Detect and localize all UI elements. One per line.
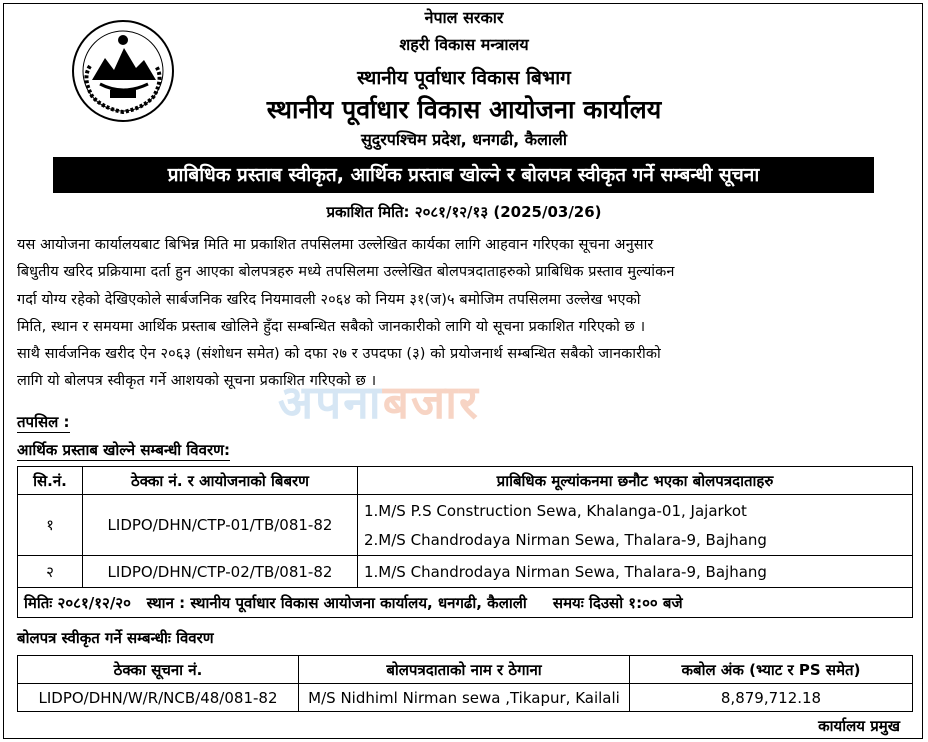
row-notice-no: LIDPO/DHN/W/R/NCB/48/081-82 — [18, 684, 299, 712]
watermark: अपनाबजार — [278, 375, 480, 429]
header-line-department: स्थानीय पूर्वाधार विकास बिभाग — [357, 67, 571, 89]
header-line-ministry: शहरी विकास मन्त्रालय — [399, 35, 529, 54]
header-line-address: सुदुरपश्चिम प्रदेश, धनगढी, कैलाली — [360, 130, 568, 149]
financial-proposal-table — [17, 466, 913, 618]
body-line: साथै सार्वजनिक खरीद ऐन २०६३ (संशोधन समेत) को दफा २७ र उपदफा (३) को प्रयोजनार्थ सम्बन्धित सबैको जानकारीको — [17, 346, 661, 363]
col-header-bidders: प्राबिधिक मूल्यांकनमा छनौट भएका बोलपत्रदाताहरु — [358, 467, 913, 495]
row-bidder: M/S Nidhiml Nirman sewa ,Tikapur, Kailali — [299, 684, 630, 712]
bidder-line: 1.M/S P.S Construction Sewa, Khalanga-01, Jajarkot — [364, 502, 747, 520]
notice-body — [17, 232, 912, 396]
table-row — [18, 495, 913, 556]
table-row — [18, 684, 913, 712]
row-amount: 8,879,712.18 — [630, 684, 913, 712]
bidder-line: 1.M/S Chandrodaya Nirman Sewa, Thalara-9, Bajhang — [364, 562, 767, 581]
body-line: मिति, स्थान र समयमा आर्थिक प्रस्ताब खोलिने हुँदा सम्बन्धित सबैको जानकारीको लागि यो सूचना प्रकाशित गरिएको छ । — [17, 318, 646, 335]
header-line-office: स्थानीय पूर्वाधार विकास आयोजना कार्यालय — [266, 95, 662, 124]
col-header-sn: सि.नं. — [18, 467, 83, 495]
body-line: गर्दा योग्य रहेको देखिएकोले सार्बजनिक खरिद नियमावली २०६४ को नियम ३१(ज)५ बमोजिम तपसिलमा उल्लेख भएको — [17, 291, 641, 308]
header-line-government: नेपाल सरकार — [424, 8, 504, 27]
notice-title-banner: प्राबिधिक प्रस्ताब स्वीकृत, आर्थिक प्रस्ताब खोल्ने र बोलपत्र स्वीकृत गर्ने सम्बन्धी सूचना — [53, 157, 874, 193]
row-sn: १ — [18, 495, 83, 556]
bidder-line: 2.M/S Chandrodaya Nirman Sewa, Thalara-9, Bajhang — [364, 531, 767, 549]
published-date: प्रकाशित मिति: २०८१/१२/१३ (2025/03/26) — [326, 203, 602, 221]
row-contract: LIDPO/DHN/CTP-02/TB/081-82 — [83, 556, 358, 588]
col-header-amount: कबोल अंक (भ्याट र PS समेत) — [630, 656, 913, 684]
table-row — [18, 556, 913, 588]
body-line: यस आयोजना कार्यालयबाट बिभिन्न मिति मा प्रकाशित तपसिलमा उल्लेखित कार्यका लागि आहवान गरिएका सूचना अनुसार — [17, 237, 654, 253]
col-header-contract: ठेक्का नं. र आयोजनाको बिबरण — [83, 467, 358, 495]
award-table — [17, 655, 913, 712]
row-bidders — [358, 556, 913, 588]
tapsil-label: तपसिल : — [17, 413, 70, 431]
opening-schedule: मितिः २०८१/१२/२० स्थान : स्थानीय पूर्वाधार विकास आयोजना कार्यालय, धनगढी, कैलाली समयः दिउसो १:०० बजे — [18, 588, 913, 618]
body-line: बिधुतीय खरिद प्रक्रियामा दर्ता हुन आएका बोलपत्रहरु मध्ये तपसिलमा उल्लेखित बोलपत्रदाताहरुको प्राबिधिक प्रस्ताव मुल्यांकन — [17, 264, 675, 281]
section1-label: आर्थिक प्रस्ताब खोल्ने सम्बन्धी विवरण: — [17, 441, 230, 459]
row-sn: २ — [18, 556, 83, 588]
row-bidders — [358, 495, 913, 556]
row-contract: LIDPO/DHN/CTP-01/TB/081-82 — [83, 495, 358, 556]
body-line: लागि यो बोलपत्र स्वीकृत गर्ने आशयको सूचना प्रकाशित गरिएको छ । — [17, 373, 377, 390]
section2-label: बोलपत्र स्वीकृत गर्ने सम्बन्धीः विवरण — [17, 629, 214, 647]
office-chief-signature: कार्यालय प्रमुख — [818, 717, 900, 735]
col-header-bidder: बोलपत्रदाताको नाम र ठेगाना — [299, 656, 630, 684]
col-header-notice-no: ठेक्का सूचना नं. — [18, 656, 299, 684]
